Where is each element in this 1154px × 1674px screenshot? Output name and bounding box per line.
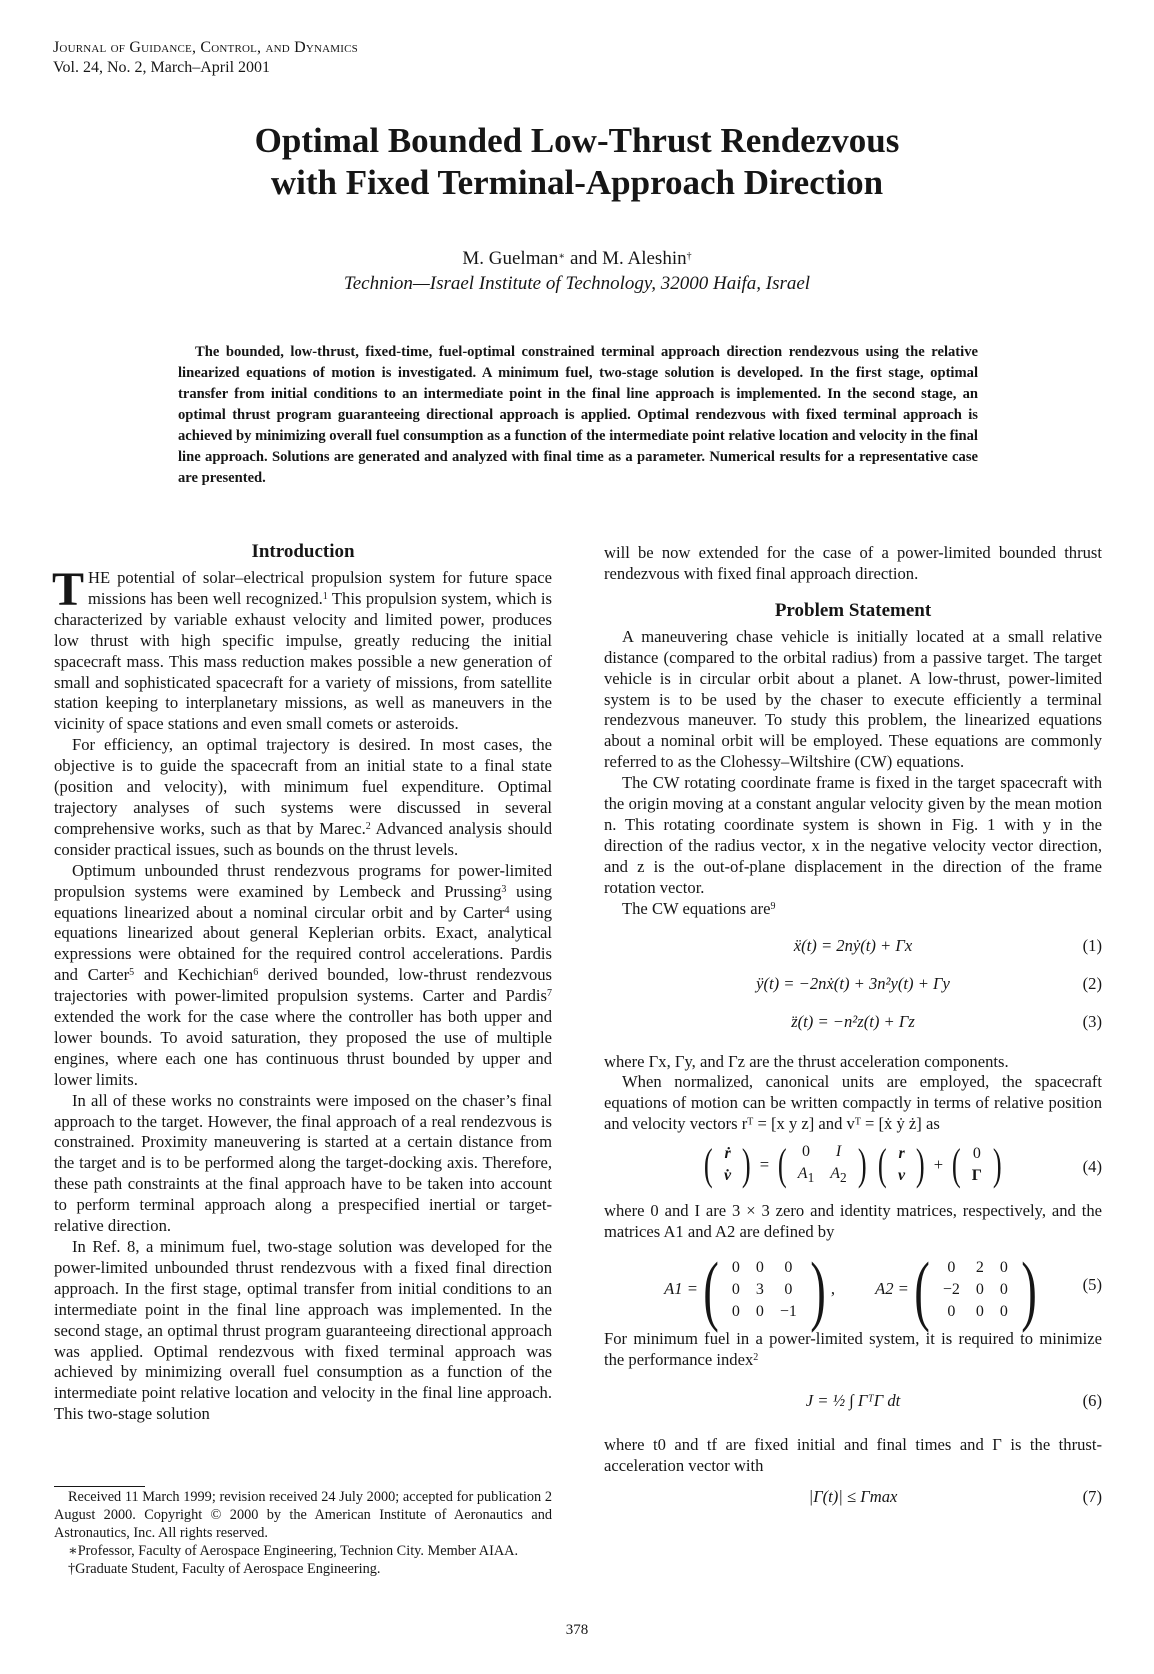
equation-7: |Γ(t)| ≤ Γmax (7) xyxy=(808,1486,1102,1506)
intro-paragraph-5-continued: will be now extended for the case of a power-limited bounded thrust rendezvous with fixed final approach direction. xyxy=(604,543,1102,583)
A2-label: A2 = xyxy=(875,1279,909,1299)
matrix-A2-cell: 2 xyxy=(975,1258,984,1276)
equation-5: A1 = ( 0 0 0 0 3 0 0 0 −1 ) , A2 = ( 0 2 0 −2 0 0 0 0 0 ) (5) xyxy=(664,1245,1102,1333)
author-2-mark: † xyxy=(686,251,692,262)
matrix-A1-cell: 3 xyxy=(755,1280,764,1298)
matrix-A2-cell: −2 xyxy=(942,1280,960,1298)
A1-label: A1 = xyxy=(664,1279,698,1299)
matrix-A2-cell: 0 xyxy=(947,1258,956,1276)
equation-4: ( ṙ v̇ ) = ( 0 I $A_1$ $A_2$ ) ( r v ) + ( 0 Γ ) (4) xyxy=(604,1135,1102,1201)
matrix-A1-cell: 0 xyxy=(755,1302,764,1320)
intro-paragraph-5: In Ref. 8, a minimum fuel, two-stage solution was developed for the power-limited unbounded thrust rendezvous with a fixed final direction approach. In the first stage, optimal transfer from initial conditions to an intermediate point in the final line approach was implemented. In the second stage, an optimal thrust program guaranteeing directional approach was applied. Optimal rendezvous with fixed terminal approach was achieved by minimizing overall fuel consumption as a function of the intermediate point relative location and velocity in the final line approach. This two-stage solution xyxy=(54,1237,552,1424)
problem-paragraph-5: When normalized, canonical units are employed, the spacecraft equations of motion can be written compactly in terms of relative position and velocity vectors rᵀ = [x y z] and vᵀ = [ẋ ẏ ż] as xyxy=(604,1072,1102,1134)
problem-paragraph-4: where Γx, Γy, and Γz are the thrust acceleration components. xyxy=(604,1051,1009,1071)
drop-cap: T xyxy=(52,563,85,616)
footnotes xyxy=(54,1488,552,1578)
footnote-rule xyxy=(54,1486,145,1487)
matrix-A2-cell: 0 xyxy=(975,1280,984,1298)
page-number: 378 xyxy=(565,1622,589,1638)
problem-paragraph-1: A maneuvering chase vehicle is initially located at a small relative distance (compared to the orbital radius) from a passive target. The target vehicle is in circular orbit about a planet. A low-thrust, power-limited system is to be used by the chaser to execute efficiently a terminal rendezvous maneuver. To study this problem, the linearized equations about a nominal orbit will be employed. These equations are commonly referred to as the Clohessy–Wiltshire (CW) equations. xyxy=(604,626,1102,772)
author-2: M. Aleshin xyxy=(602,248,687,269)
left-column xyxy=(54,540,552,1425)
matrix-A2-cell: 0 xyxy=(999,1280,1008,1298)
equation-3: z̈(t) = −n²z(t) + Γz (3) xyxy=(791,1011,1102,1031)
matrix-A2-cell: 0 xyxy=(975,1302,984,1320)
intro-paragraph-3: Optimum unbounded thrust rendezvous programs for power-limited propulsion systems were examined by Lembeck and Prussing$^3$ using equations linearized about a nominal circular orbit and by Carter$^4$ using equations linearized about general Keplerian orbits. Exact, analytical expressions were obtained for the required control accelerations. Pardis and Carter$^5$ and Kechichian$^6$ derived bounded, low-thrust rendezvous trajectories with power-limited propulsion systems. Carter and Pardis$^7$ extended the work for the case where the controller has both upper and lower bounds. To avoid saturation, they proposed the use of multiple engines, where each one has continuous thrust bounded by upper and lower limits. xyxy=(54,860,552,1089)
state-vector-rhs: ( r v ) xyxy=(878,1140,925,1190)
matrix-A2-cell: 0 xyxy=(999,1302,1008,1320)
author-line xyxy=(0,247,1154,271)
matrix-A1-cell: −1 xyxy=(779,1302,797,1320)
paper-title xyxy=(0,120,1154,204)
matrix-A2-cell: 0 xyxy=(999,1258,1008,1276)
equation-6: J = ½ ∫ ΓᵀΓ dt (6) xyxy=(805,1390,1102,1410)
title-line-1: Optimal Bounded Low-Thrust Rendezvous xyxy=(254,121,900,160)
matrix-A1-cell: 0 xyxy=(731,1280,740,1298)
footnote-received: Received 11 March 1999; revision received 24 July 2000; accepted for publication 2 August 2000. Copyright © 2000 by the American Institute of Aeronautics and Astronautics, Inc. All rights reserved. xyxy=(54,1489,552,1541)
problem-paragraph-7: For minimum fuel in a power-limited system, it is required to minimize the performance index$^2$ xyxy=(604,1328,1102,1369)
journal-header xyxy=(53,38,358,78)
footnote-author-2: †Graduate Student, Faculty of Aerospace Engineering. xyxy=(68,1561,381,1577)
problem-paragraph-3: The CW equations are$^9$ xyxy=(622,898,776,918)
abstract: The bounded, low-thrust, fixed-time, fuel-optimal constrained terminal approach direction rendezvous using the relative linearized equations of motion is investigated. A minimum fuel, two-stage solution is developed. In the first stage, optimal transfer from initial conditions to an intermediate point in the final line approach is implemented. In the second stage, an optimal thrust program guaranteeing directional approach is applied. Optimal rendezvous with fixed terminal approach is achieved by minimizing overall fuel consumption as a function of the intermediate point relative location and velocity in the final line approach. Solutions are generated and analyzed with final time as a parameter. Numerical results for a representative case are presented. xyxy=(178,344,978,486)
journal-name: Journal of Guidance, Control, and Dynamics xyxy=(53,39,358,56)
matrix-A1-cell: 0 xyxy=(755,1258,764,1276)
title-line-2: with Fixed Terminal-Approach Direction xyxy=(270,163,884,202)
affiliation: Technion—Israel Institute of Technology, 32000 Haifa, Israel xyxy=(343,273,811,294)
problem-paragraph-2: The CW rotating coordinate frame is fixed in the target spacecraft with the origin moving at a constant angular velocity given by the mean motion n. This rotating coordinate system is shown in Fig. 1 with y in the direction of the radius vector, x in the negative velocity vector direction, and z is the out-of-plane displacement in the direction of the frame rotation vector. xyxy=(604,773,1102,897)
section-heading-problem-statement: Problem Statement xyxy=(774,599,932,621)
author-1-mark: ∗ xyxy=(558,251,566,262)
equation-1: ẍ(t) = 2nẏ(t) + Γx (1) xyxy=(793,935,1102,955)
block-matrix: ( 0 I $A_1$ $A_2$ ) xyxy=(778,1140,867,1190)
matrix-A1-cell: 0 xyxy=(731,1302,740,1320)
matrix-A2 xyxy=(935,1257,1016,1323)
author-conj: and xyxy=(565,248,603,269)
author-1: M. Guelman xyxy=(462,248,559,269)
control-vector: ( 0 Γ ) xyxy=(952,1140,1002,1190)
matrix-A1 xyxy=(724,1257,805,1323)
footnote-author-1: ∗Professor, Faculty of Aerospace Engineering, Technion City. Member AIAA. xyxy=(68,1543,519,1559)
problem-paragraph-8: where t0 and tf are fixed initial and final times and Γ is the thrust-acceleration vector with xyxy=(604,1434,1102,1475)
equation-2: ÿ(t) = −2nẋ(t) + 3n²y(t) + Γy (2) xyxy=(756,973,1102,993)
intro-paragraph-1: THE potential of solar–electrical propulsion system for future space missions has been well recognized.$^1$ This propulsion system, which is characterized by variable exhaust velocity and limited power, produces low thrust with high specific impulse, greatly reducing the initial spacecraft mass. This mass reduction makes possible a new generation of small and sophisticated spacecraft for a variety of missions, from satellite station keeping to interplanetary missions, as well as maneuvers in the vicinity of space stations and even small comets or asteroids. xyxy=(52,563,552,734)
matrix-A1-cell: 0 xyxy=(784,1258,793,1276)
journal-volume: Vol. 24, No. 2, March–April 2001 xyxy=(53,59,271,76)
matrix-A2-cell: 0 xyxy=(947,1302,956,1320)
state-vector: ( ṙ v̇ ) xyxy=(704,1140,751,1190)
right-column xyxy=(604,543,1102,1517)
intro-paragraph-2: For efficiency, an optimal trajectory is desired. In most cases, the objective is to guide the spacecraft from an initial state to a final state (position and velocity), with minimum fuel expenditure. Optimal trajectory analyses of such systems were discussed in several comprehensive works, such as that by Marec.$^2$ Advanced analysis should consider practical issues, such as bounds on the thrust levels. xyxy=(54,735,552,859)
matrix-A1-cell: 0 xyxy=(731,1258,740,1276)
problem-paragraph-6: where 0 and I are 3 × 3 zero and identity matrices, respectively, and the matrices A1 and A2 are defined by xyxy=(604,1201,1102,1242)
intro-paragraph-4: In all of these works no constraints were imposed on the chaser’s final approach to the target. However, the final approach of a real rendezvous is constrained. Proximity maneuvering is started at a certain distance from the target and is to be performed along the target-docking axis. Therefore, these path constraints at the final approach have to be taken into account to perform terminal approach along a prespecified inertial or target-relative direction. xyxy=(54,1090,552,1236)
matrix-A1-cell: 0 xyxy=(784,1280,793,1298)
section-heading-introduction: Introduction xyxy=(251,541,355,562)
